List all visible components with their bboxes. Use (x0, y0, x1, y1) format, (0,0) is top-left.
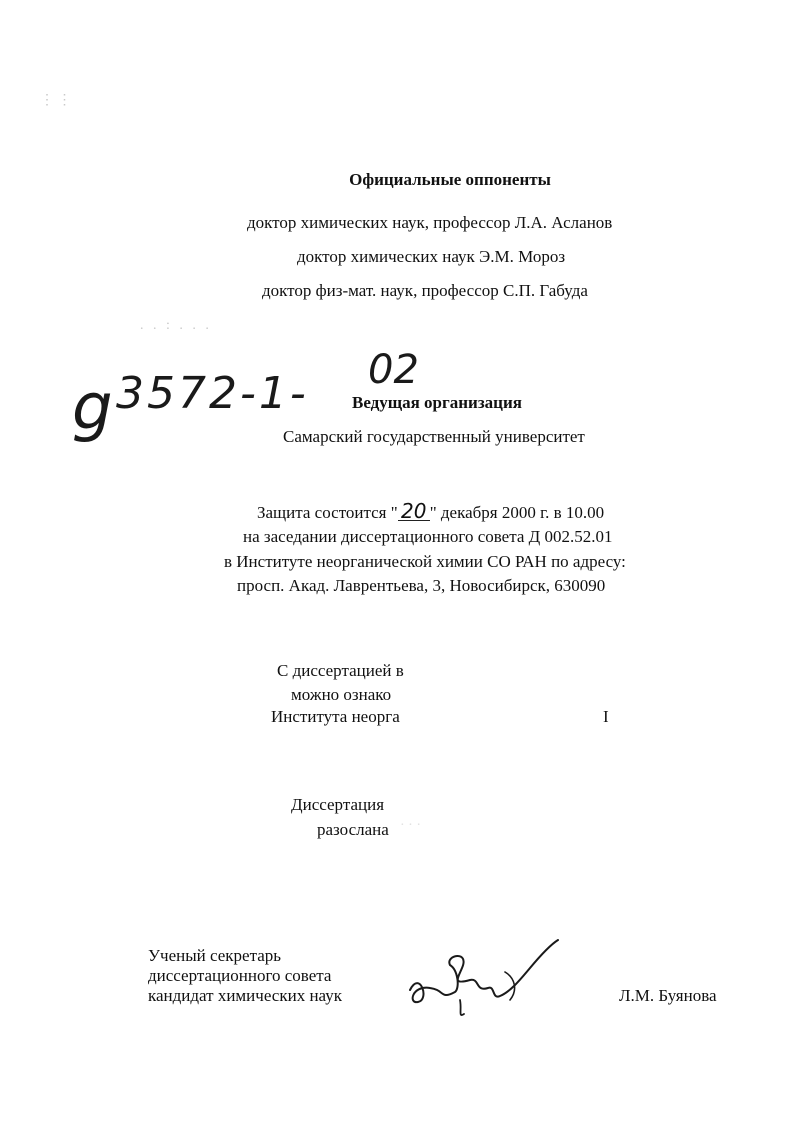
lead-org-heading: Ведущая организация (352, 393, 522, 412)
defense-day-handwritten: 20 (398, 502, 430, 521)
opponent-1: доктор химических наук, профессор Л.А. Асланов (247, 213, 613, 232)
lead-org-name: Самарский государственный университет (283, 427, 585, 446)
defense-line-4: просп. Акад. Лаврентьева, 3, Новосибирск, 630090 (237, 576, 606, 595)
dispatch-line-2: разослана (317, 820, 389, 839)
opponent-3: доктор физ-мат. наук, профессор С.П. Габуда (262, 281, 588, 300)
handwritten-code: 3572-1- (116, 368, 309, 419)
handwritten-code-superscript: 02 (368, 347, 419, 393)
faded-text-area: · · · (400, 818, 421, 833)
secretary-line-2: диссертационного совета (148, 966, 332, 985)
scan-ghost-marks: . . : . . . (140, 318, 212, 333)
secretary-line-1: Ученый секретарь (148, 946, 282, 965)
library-line-2: можно ознако (291, 685, 392, 704)
defense-line-1 (257, 499, 605, 523)
library-line-3: Института неорга (271, 707, 400, 726)
handwritten-prefix: g (72, 371, 113, 445)
dispatch-line-1: Диссертация (291, 795, 385, 814)
defense-line-2: на заседании диссертационного совета Д 002.52.01 (243, 527, 613, 546)
secretary-line-3: кандидат химических наук (148, 986, 342, 1005)
opponent-2: доктор химических наук Э.М. Мороз (297, 247, 566, 266)
library-line-1: С диссертацией в (277, 661, 404, 680)
opponents-heading: Официальные оппоненты (349, 170, 551, 189)
secretary-signature (400, 930, 570, 1020)
defense-line-3: в Институте неорганической химии СО РАН по адресу: (224, 552, 626, 571)
defense-date-pre: Защита состоится " (257, 503, 398, 522)
scan-mark-top-left: ⋮ ⋮ (40, 93, 72, 108)
defense-date-post: " декабря 2000 г. в 10.00 (429, 503, 605, 522)
library-line-3-tail: I (603, 707, 609, 726)
secretary-name: Л.М. Буянова (619, 986, 717, 1005)
